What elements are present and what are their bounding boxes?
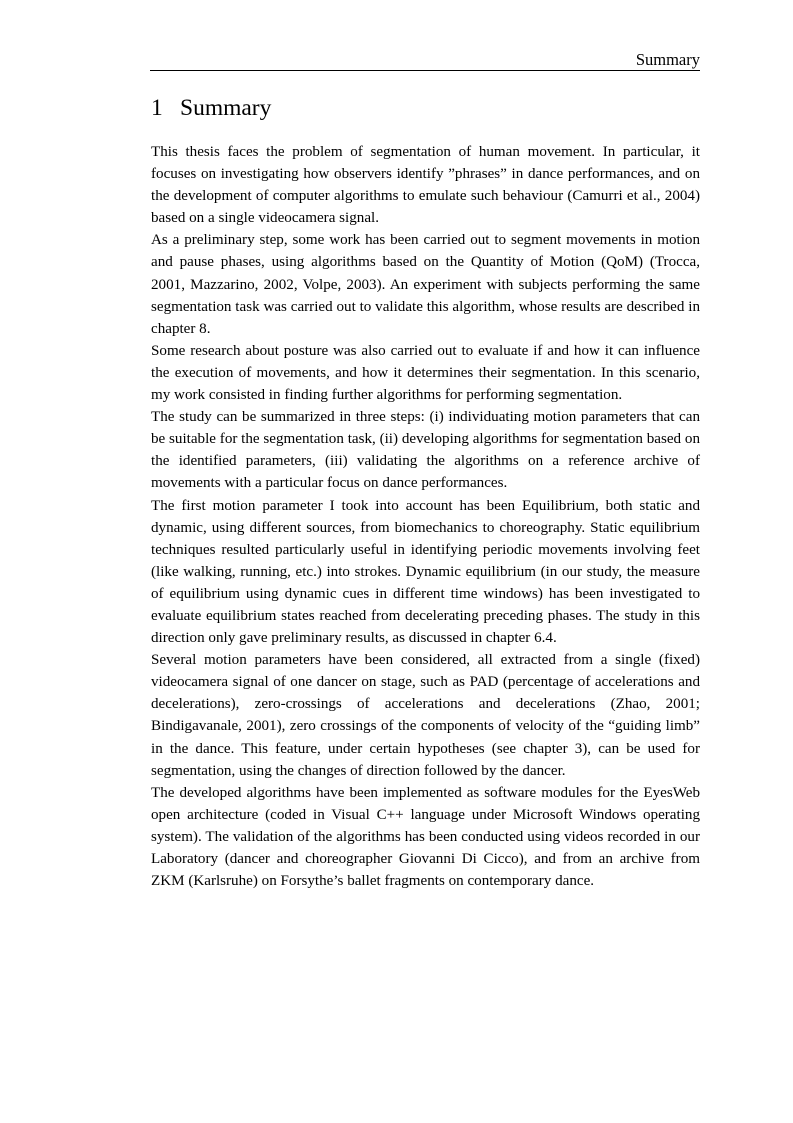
paragraph-implementation: The developed algorithms have been implemented as software modules for the EyesWeb open architecture (coded in Visual C++ language under Microsoft Windows operating system). The validation of the algorithms has been conducted using videos recorded in our Laboratory (dancer and choreographer Giovanni Di Cicco), and from an archive from ZKM (Karlsruhe) on Forsythe’s ballet fragments on contemporary dance. (151, 784, 700, 890)
chapter-heading (151, 93, 271, 123)
chapter-title: Summary (180, 95, 272, 121)
paragraph-motion-parameters: Several motion parameters have been considered, all extracted from a single (fixed) videocamera signal of one dancer on stage, such as PAD (percentage of accelerations and decelerations), zero-crossings of accelerations and decelerations (Zhao, 2001; Bindigavanale, 2001), zero crossings of the components of velocity of the “guiding limb” in the dance. This feature, under certain hypotheses (see chapter 3), can be used for segmentation, using the changes of direction followed by the dancer. (151, 652, 700, 779)
paragraph-three-steps: The study can be summarized in three steps: (i) individuating motion parameters that can be suitable for the segmentation task, (ii) developing algorithms for segmentation based on the identified parameters, (iii) validating the algorithms on a reference archive of movements with a particular focus on dance performances. (151, 409, 700, 492)
summary-body (151, 141, 700, 892)
paragraph-intro: This thesis faces the problem of segmentation of human movement. In particular, it focuses on investigating how observers identify ”phrases” in dance performances, and on the development of computer algorithms to emulate such behaviour (Camurri et al., 2004) based on a single videocamera signal. (151, 144, 700, 227)
paragraph-posture: Some research about posture was also carried out to evaluate if and how it can influence the execution of movements, and how it determines their segmentation. In this scenario, my work consisted in finding further algorithms for performing segmentation. (151, 342, 700, 404)
running-header-title: Summary (635, 50, 700, 69)
chapter-number: 1 (151, 95, 163, 121)
paragraph-equilibrium: The first motion parameter I took into account has been Equilibrium, both static and dynamic, using different sources, from biomechanics to choreography. Static equilibrium techniques resulted particularly useful in identifying periodic movements involving feet (like walking, running, etc.) into strokes. Dynamic equilibrium (in our study, the measure of equilibrium using dynamic cues in different time windows) has been investigated to evaluate equilibrium states reached from decelerating preceding phases. The study in this direction only gave preliminary results, as discussed in chapter 6.4. (151, 497, 700, 647)
paragraph-preliminary-step: As a preliminary step, some work has been carried out to segment movements in motion and pause phases, using algorithms based on the Quantity of Motion (QoM) (Trocca, 2001, Mazzarino, 2002, Volpe, 2003). An experiment with subjects performing the same segmentation task was carried out to validate this algorithm, whose results are described in chapter 8. (151, 232, 700, 337)
running-header (150, 50, 700, 71)
